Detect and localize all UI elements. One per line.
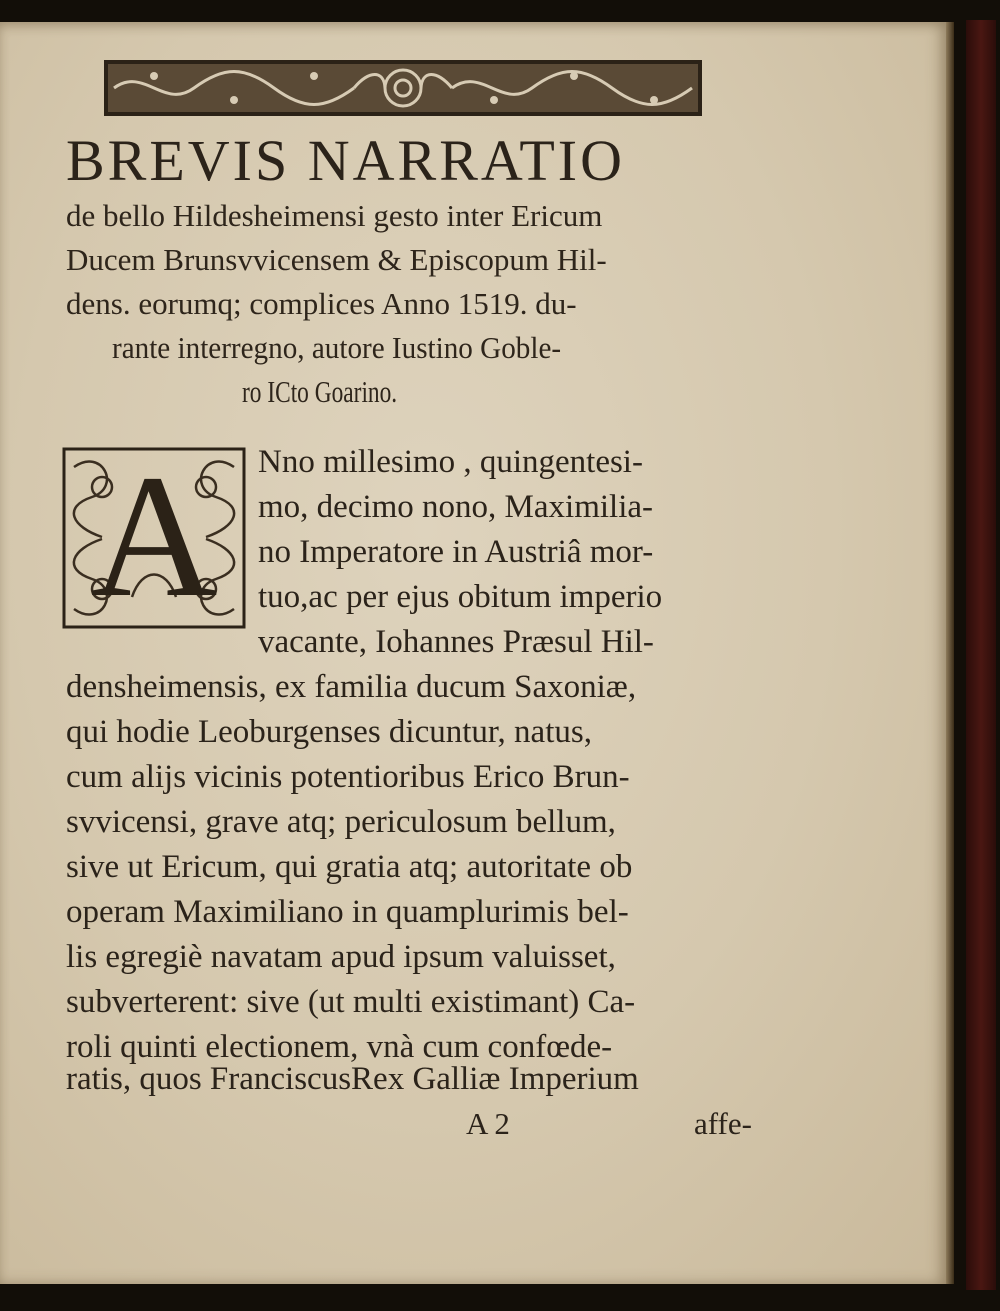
body-line: cum alijs vicinis potentioribus Erico Brun- (66, 759, 630, 795)
page-edge (946, 22, 954, 1284)
subtitle-line: ro ICto Goarino. (242, 374, 398, 409)
catchword: affe- (694, 1106, 752, 1141)
decorated-initial (62, 439, 246, 634)
signature-mark: A 2 (466, 1106, 510, 1141)
initial-letter: A (90, 439, 218, 634)
subtitle-line: Ducem Brunsvvicensem & Episcopum Hil- (66, 242, 607, 277)
body-line: densheimensis, ex familia ducum Saxoniæ, (66, 669, 637, 705)
subtitle-line: rante interregno, autore Iustino Goble- (112, 330, 562, 365)
body-line: sive ut Ericum, qui gratia atq; autoritate ob (66, 849, 633, 885)
binding-strip (966, 20, 996, 1290)
body-line: Nno millesimo , quingentesi- (258, 444, 643, 480)
body-line: svvicensi, grave atq; periculosum bellum, (66, 804, 616, 840)
body-line: vacante, Iohannes Præsul Hil- (258, 624, 654, 660)
body-line: mo, decimo nono, Maximilia- (258, 489, 654, 525)
body-line: ratis, quos FranciscusRex Galliæ Imperium (66, 1061, 639, 1097)
body-line: tuo,ac per ejus obitum imperio (258, 579, 663, 615)
subtitle-line: de bello Hildesheimensi gesto inter Ericum (66, 198, 603, 233)
body-line: operam Maximiliano in quamplurimis bel- (66, 894, 629, 930)
headpiece-ornament (104, 60, 702, 116)
subtitle-line: dens. eorumq; complices Anno 1519. du- (66, 286, 577, 321)
page-title: BREVIS NARRATIO (66, 128, 625, 193)
body-line: no Imperatore in Austriâ mor- (258, 534, 654, 570)
body-line: subverterent: sive (ut multi existimant) Ca- (66, 984, 636, 1020)
body-line: roli quinti electionem, vnà cum confœde- (66, 1029, 613, 1065)
body-line: lis egregiè navatam apud ipsum valuisset, (66, 939, 616, 975)
body-line: qui hodie Leoburgenses dicuntur, natus, (66, 714, 592, 750)
